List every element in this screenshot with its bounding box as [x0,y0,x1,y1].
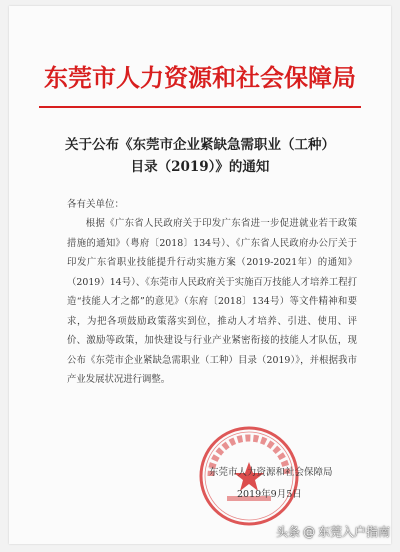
platform-watermark [276,523,390,540]
watermark-account: 东莞入户指南 [317,525,390,539]
watermark-at-icon: @ [302,524,315,539]
document-page [9,6,391,544]
watermark-platform: 头条 [275,525,300,539]
signer-name: 东莞市人力资源和社会保障局 [209,467,333,478]
issuer-masthead: 东莞市人力资源和社会保障局 [44,63,356,92]
notice-body: 根据《广东省人民政府关于印发广东省进一步促进就业若干政策措施的通知》（粤府〔2018〕134号）、《广东省人民政府办公厅关于印发广东省职业技能提升行动实施方案（2019-2021年）的通知》（2019）14号）、《东莞市人民政府关于实施百万技能人才培养工程打造“技能人才之都”的意见》（东府〔2018〕134号）等文件精神和要求，为把各项鼓励政策落实到位，推动人才培养、引进、使用、评价、激励等政策，加快建设与行业产业紧密衔接的技能人才队伍，现公布《东莞市企业紧缺急需职业（工种）目录（2019）》，并根据我市产业发展状况进行调整。 [67,218,357,385]
salutation: 各有关单位： [67,199,125,210]
notice-title [29,134,371,178]
issue-date: 2019年9月5日 [237,489,302,500]
notice-title-line-2: 目录（2019）》的通知 [130,159,270,175]
masthead-red-rule [39,106,361,108]
notice-title-line-1: 关于公布《东莞市企业紧缺急需职业（工种） [65,137,335,153]
